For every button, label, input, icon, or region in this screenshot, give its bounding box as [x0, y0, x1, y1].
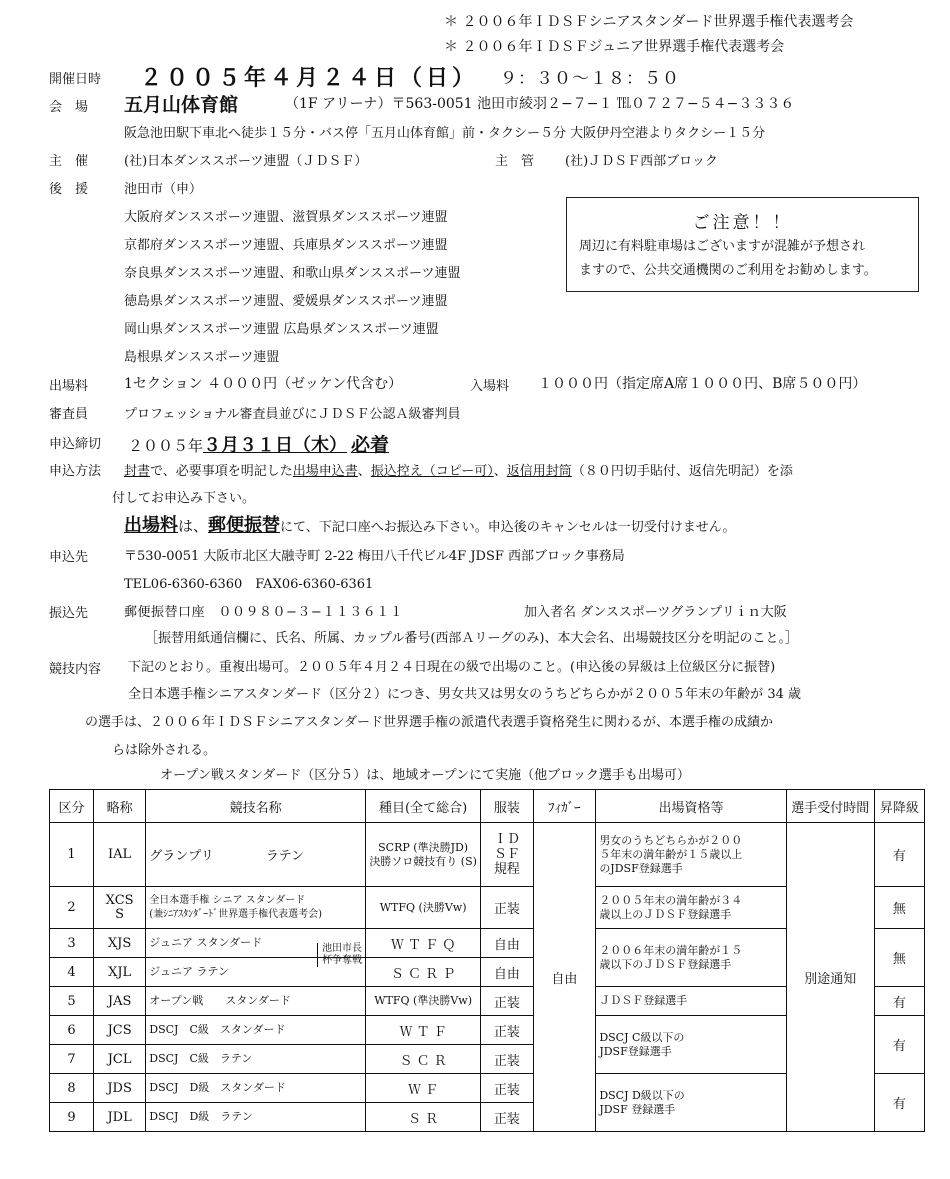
method-label: 申込方法 [49, 464, 102, 479]
deadline-year: ２００５年 [128, 437, 204, 455]
cell-dress: 正装 [481, 987, 533, 1016]
cell-dress: 正装 [481, 887, 533, 929]
notice-line: ますので、公共交通機関のご利用をお勧めします。 [579, 263, 877, 278]
method-text: は、 [178, 517, 209, 535]
cell-grade: 有 [874, 1074, 924, 1132]
cell-grade: 有 [874, 823, 924, 887]
method-separator: 、 [493, 464, 507, 479]
method-separator: 、 [357, 464, 371, 479]
cell-event: Ｓ Ｒ [366, 1103, 481, 1132]
cell-grade: 有 [874, 987, 924, 1016]
cell-no: 9 [50, 1103, 94, 1132]
cell-qualification: ２００６年末の満年齢が１５ 歳以下のＪＤＳＦ登録選手 [596, 929, 786, 987]
support-line: 池田市（申） [124, 182, 203, 197]
deadline-label: 申込締切 [49, 437, 102, 452]
method-text: で、必要事項を明記した [150, 464, 293, 479]
method-text: にて、下記口座へお振込み下さい。申込後のキャンセルは一切受付けません。 [280, 520, 736, 535]
method-fee-emphasis: 出場料 [124, 515, 178, 536]
venue-access: 阪急池田駅下車北へ徒歩１５分・バス停「五月山体育館」前・タクシー５分 大阪伊丹空港よりタクシー１５分 [124, 126, 766, 141]
header-qualification: 出場資格等 [596, 790, 786, 823]
deadline-value [128, 430, 389, 457]
transfer-account: 郵便振替口座 ００９８０−３−１１３６１１ [124, 605, 404, 620]
cell-name: DSCJ D級 スタンダード [146, 1074, 366, 1103]
cell-code: XJL [93, 958, 145, 987]
cell-no: 4 [50, 958, 94, 987]
cell-no: 2 [50, 887, 94, 929]
address-label: 申込先 [49, 550, 89, 565]
cell-code: IAL [93, 823, 145, 887]
organizer-label: 主 催 [49, 154, 89, 169]
admission-label: 入場料 [470, 379, 510, 394]
cell-dress: 正装 [481, 1045, 533, 1074]
judges-value: プロフェッショナル審査員並びにＪＤＳＦ公認Ａ級審判員 [124, 407, 461, 422]
deadline-date: ３月３１日（木） [203, 435, 348, 456]
cell-event: Ｓ Ｃ Ｒ Ｐ [366, 958, 481, 987]
method-line-3 [124, 511, 736, 537]
cell-qualification: DSCJ C級以下の JDSF登録選手 [596, 1016, 786, 1074]
content-line-3: の選手は、２００６年ＩＤＳＦシニアスタンダード世界選手権の派遣代表選手資格発生に関わるが、本選手権の成績か [85, 715, 773, 730]
event-time: ９：３０〜１８：５０ [500, 69, 680, 89]
address-line-2: TEL06-6360-6360 FAX06-6360-6361 [124, 577, 374, 592]
cell-name: DSCJ C級 ラテン [146, 1045, 366, 1074]
support-line: 岡山県ダンススポーツ連盟 広島県ダンススポーツ連盟 [124, 322, 439, 337]
cell-dress: 自由 [481, 958, 533, 987]
cell-no: 7 [50, 1045, 94, 1074]
support-line: 大阪府ダンススポーツ連盟、滋賀県ダンススポーツ連盟 [124, 210, 448, 225]
events-table [49, 789, 925, 1132]
cell-no: 1 [50, 823, 94, 887]
venue-name: 五月山体育館 [124, 94, 239, 116]
cell-no: 8 [50, 1074, 94, 1103]
cell-name: DSCJ C級 スタンダード [146, 1016, 366, 1045]
venue-detail: （1F アリーナ）〒563-0051 池田市綾羽２−７−１ ℡０７２７−５４−３３３６ [285, 96, 795, 112]
cell-name-text: ジュニア ラテン [149, 965, 230, 978]
header-code: 略称 [93, 790, 145, 823]
cell-name-text: ジュニア スタンダード [149, 936, 263, 949]
cell-grade: 有 [874, 1016, 924, 1074]
header-division: 区分 [50, 790, 94, 823]
cell-figure: 自由 [533, 823, 596, 1132]
cell-grade: 無 [874, 929, 924, 987]
method-text: （８０円切手貼付、返信先明記）を添 [571, 464, 793, 479]
address-line-1: 〒530-0051 大阪市北区大融寺町 2-22 梅田八千代ビル4F JDSF 西部ブロック事務局 [124, 549, 625, 564]
header-line-2: ＊ ２００６年ＩＤＳＦジュニア世界選手権代表選考会 [444, 39, 785, 55]
table-row [50, 823, 925, 887]
manager-label: 主 管 [495, 154, 535, 169]
method-return-envelope: 返信用封筒 [506, 464, 572, 479]
fee-value: 1セクション ４０００円（ゼッケン代含む） [124, 376, 403, 392]
cell-event: Ｗ Ｆ [366, 1074, 481, 1103]
support-line: 徳島県ダンススポーツ連盟、愛媛県ダンススポーツ連盟 [124, 294, 448, 309]
content-label: 競技内容 [49, 662, 102, 677]
cell-dress: 正装 [481, 1103, 533, 1132]
method-line-1 [124, 460, 793, 479]
cell-code: JCS [93, 1016, 145, 1045]
cell-qualification: ２００５年末の満年齢が３４ 歳以上のＪＤＳＦ登録選手 [596, 887, 786, 929]
method-line-2: 付してお申込み下さい。 [112, 491, 256, 506]
cell-code: JDS [93, 1074, 145, 1103]
cell-code: JAS [93, 987, 145, 1016]
cell-code: XJS [93, 929, 145, 958]
cell-no: 3 [50, 929, 94, 958]
header-figure: ﾌｨｶﾞｰ [533, 790, 596, 823]
cell-qualification: 男女のうちどちらかが２００ ５年末の満年齢が１５歳以上 のJDSF登録選手 [596, 823, 786, 887]
cell-reception: 別途通知 [786, 823, 874, 1132]
cell-event: Ｗ Ｔ Ｆ [366, 1016, 481, 1045]
venue-label: 会 場 [49, 100, 89, 115]
cell-code: JCL [93, 1045, 145, 1074]
content-line-5: オープン戦スタンダード（区分５）は、地域オープンにて実施（他ブロック選手も出場可） [160, 768, 690, 783]
admission-value: １０００円（指定席A席１０００円、B席５００円） [538, 376, 867, 392]
header-reception: 選手受付時間 [786, 790, 874, 823]
notice-box [566, 197, 919, 292]
cell-code: XCS S [93, 887, 145, 929]
cell-event: WTFQ (準決勝Vw) [366, 987, 481, 1016]
notice-line: 周辺に有料駐車場はございますが混雑が予想され [579, 239, 866, 254]
transfer-label: 振込先 [49, 606, 89, 621]
support-line: 島根県ダンススポーツ連盟 [124, 350, 280, 365]
cell-name: DSCJ D級 ラテン [146, 1103, 366, 1132]
deadline-suffix: 必着 [351, 434, 390, 456]
method-envelope: 封書 [124, 464, 151, 479]
date-label: 開催日時 [49, 72, 102, 87]
cell-dress: ＩＤ ＳＦ 規程 [481, 823, 533, 887]
content-line-4: らは除外される。 [112, 743, 217, 758]
cell-dress: 自由 [481, 929, 533, 958]
support-line: 奈良県ダンススポーツ連盟、和歌山県ダンススポーツ連盟 [124, 266, 461, 281]
table-header-row [50, 790, 925, 823]
cell-no: 6 [50, 1016, 94, 1045]
method-postal-emphasis: 郵便振替 [208, 515, 281, 536]
cell-event: Ｗ Ｔ Ｆ Ｑ [366, 929, 481, 958]
header-grade: 昇降級 [874, 790, 924, 823]
method-application-form: 出場申込書 [292, 464, 358, 479]
cell-name [146, 943, 366, 987]
transfer-note: ［振替用紙通信欄に、氏名、所属、カップル番号(西部Ａリーグのみ)、本大会名、出場競技区分を明記のこと。］ [145, 631, 798, 646]
header-dress: 服装 [481, 790, 533, 823]
cell-qualification: DSCJ D級以下の JDSF 登録選手 [596, 1074, 786, 1132]
content-line-2: 全日本選手権シニアスタンダード（区分２）につき、男女共又は男女のうちどちらかが２００５年末の年齢が 34 歳 [128, 687, 801, 702]
header-event: 種目(全て総合) [366, 790, 481, 823]
cell-event: Ｓ Ｃ Ｒ [366, 1045, 481, 1074]
cell-event: SCRP (準決勝JD) 決勝ソロ競技有り (S) [366, 823, 481, 887]
header-line-1: ＊ ２００６年ＩＤＳＦシニアスタンダード世界選手権代表選考会 [444, 14, 854, 30]
header-name: 競技名称 [146, 790, 366, 823]
notice-title: ご注意！！ [692, 213, 793, 233]
cell-qualification: ＪＤＳＦ登録選手 [596, 987, 786, 1016]
cell-code: JDL [93, 1103, 145, 1132]
manager-value: (社)ＪＤＳＦ西部ブロック [565, 154, 718, 169]
cell-event: WTFQ (決勝Vw) [366, 887, 481, 929]
organizer-value: (社)日本ダンススポーツ連盟（ＪＤＳＦ） [124, 154, 368, 169]
cell-no: 5 [50, 987, 94, 1016]
transfer-account-name: 加入者名 ダンススポーツグランプリｉｎ大阪 [524, 605, 787, 620]
event-date: ２００５年４月２４日（日） [140, 65, 479, 91]
cell-dress: 正装 [481, 1074, 533, 1103]
cell-name: オープン戦 スタンダード [146, 987, 366, 1016]
content-line-1: 下記のとおり。重複出場可。２００５年４月２４日現在の級で出場のこと。(申込後の昇級は上位級区分に振替) [128, 660, 776, 675]
support-line: 京都府ダンススポーツ連盟、兵庫県ダンススポーツ連盟 [124, 238, 448, 253]
cell-dress: 正装 [481, 1016, 533, 1045]
junior-cup-label: 池田市長 杯争奪戦 [317, 943, 362, 967]
method-transfer-copy: 振込控え（コピー可） [370, 464, 494, 479]
support-label: 後 援 [49, 182, 89, 197]
fee-label: 出場料 [49, 379, 89, 394]
cell-name: グランプリ ラテン [146, 823, 366, 887]
cell-grade: 無 [874, 887, 924, 929]
cell-name: 全日本選手権 シニア スタンダード (兼ｼﾆｱｽﾀﾝﾀﾞｰﾄﾞ世界選手権代表選考会) [146, 887, 366, 929]
judges-label: 審査員 [49, 407, 89, 422]
